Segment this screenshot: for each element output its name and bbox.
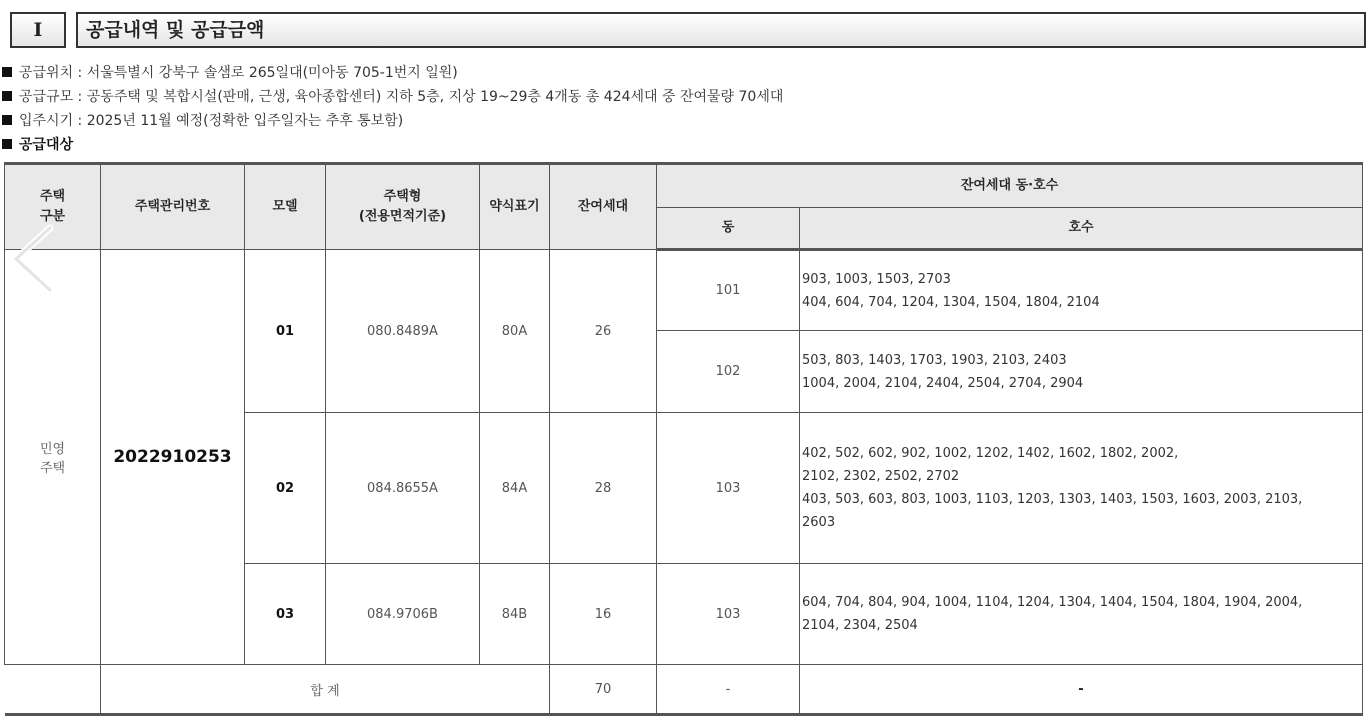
area-cell: 084.9706B [326,564,480,665]
table-row [5,250,1363,331]
count-cell: 28 [550,413,657,564]
model-cell: 03 [245,564,326,665]
ho-cell: 604, 704, 804, 904, 1004, 1104, 1204, 1304, 1404, 1504, 1804, 1904, 2004, 2104, 2304, 2504 [800,564,1363,665]
header-house-type: 주택 구분 [5,164,101,250]
chevron-left-icon[interactable] [8,222,58,296]
abbr-cell: 80A [480,250,550,413]
section-title: 공급내역 및 공급금액 [76,12,1366,48]
header-model: 모델 [245,164,326,250]
mgmt-no-cell: 2022910253 [101,250,245,665]
model-cell: 02 [245,413,326,564]
ho-cell: 402, 502, 602, 902, 1002, 1202, 1402, 1602, 1802, 2002, 2102, 2302, 2502, 2702 403, 503, 603, 803, 1003, 1103, 1203, 1303, 1403, 1503, 1603, 2003, 2103, 2603 [800,413,1363,564]
house-type-cell: 민영 주택 [5,250,101,665]
section-number: I [10,12,66,48]
bullet-square-icon [2,67,12,77]
info-move-in: 입주시기 : 2025년 11월 예정(정확한 입주일자는 추후 통보함) [2,112,403,130]
ho-cell: 903, 1003, 1503, 2703 404, 604, 704, 1204, 1304, 1504, 1804, 2104 [800,250,1363,331]
total-dong: - [657,665,800,715]
dong-cell: 103 [657,564,800,665]
info-scale: 공급규모 : 공동주택 및 복합시설(판매, 근생, 육아종합센터) 지하 5층, 지상 19~29층 4개동 총 424세대 중 잔여물량 70세대 [2,88,783,106]
header-mgmt-no: 주택관리번호 [101,164,245,250]
header-dong: 동 [657,208,800,250]
ho-cell: 503, 803, 1403, 1703, 1903, 2103, 2403 1004, 2004, 2104, 2404, 2504, 2704, 2904 [800,331,1363,413]
header-abbr: 약식표기 [480,164,550,250]
abbr-cell: 84B [480,564,550,665]
empty-cell [5,665,101,715]
total-label: 합 계 [101,665,550,715]
count-cell: 26 [550,250,657,413]
model-cell: 01 [245,250,326,413]
bullet-square-icon [2,91,12,101]
dong-cell: 101 [657,250,800,331]
dong-cell: 103 [657,413,800,564]
total-count: 70 [550,665,657,715]
total-ho: - [800,665,1363,715]
section-header [10,12,1366,48]
info-location: 공급위치 : 서울특별시 강북구 솔샘로 265일대(미아동 705-1번지 일원) [2,64,458,82]
header-units-group: 잔여세대 동·호수 [657,164,1363,208]
bullet-square-icon [2,115,12,125]
header-ho: 호수 [800,208,1363,250]
area-cell: 084.8655A [326,413,480,564]
abbr-cell: 84A [480,413,550,564]
total-row [5,665,1363,715]
count-cell: 16 [550,564,657,665]
info-target: 공급대상 [2,136,73,154]
dong-cell: 102 [657,331,800,413]
supply-table [4,162,1363,716]
header-area: 주택형 (전용면적기준) [326,164,480,250]
area-cell: 080.8489A [326,250,480,413]
header-remaining: 잔여세대 [550,164,657,250]
bullet-square-icon [2,139,12,149]
